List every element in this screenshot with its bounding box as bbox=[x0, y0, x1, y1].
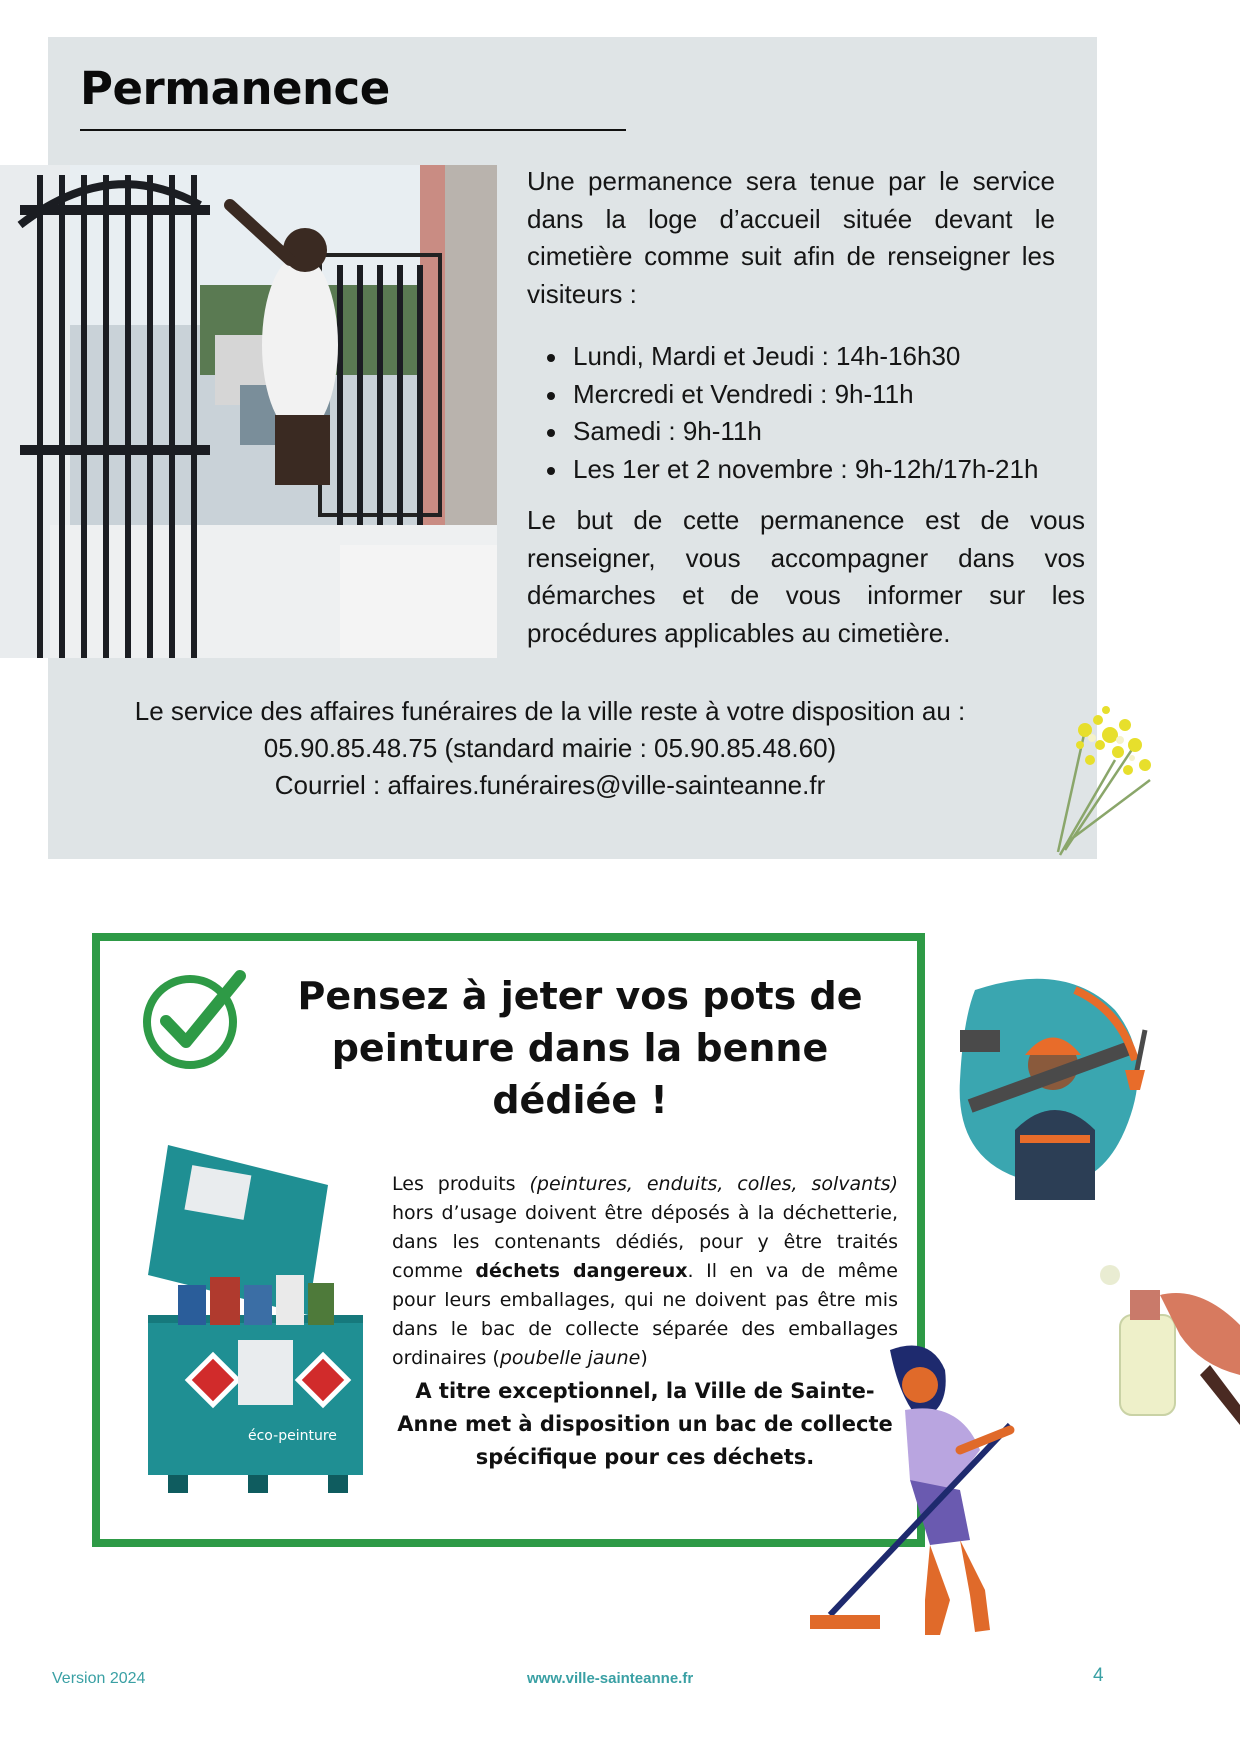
footer-version: Version 2024 bbox=[52, 1670, 146, 1687]
hours-item: Les 1er et 2 novembre : 9h-12h/17h-21h bbox=[527, 451, 1087, 489]
opening-hours-list bbox=[527, 338, 1087, 488]
construction-worker-illustration bbox=[945, 970, 1175, 1200]
sweeping-woman-illustration bbox=[810, 1340, 1070, 1640]
footer-website-link[interactable]: www.ville-sainteanne.fr bbox=[527, 1670, 694, 1687]
bin-brand-label: éco-peinture bbox=[248, 1428, 337, 1444]
check-circle-icon bbox=[140, 966, 250, 1070]
flower-bouquet-icon bbox=[1040, 690, 1160, 860]
hours-item: Mercredi et Vendredi : 9h-11h bbox=[527, 376, 1087, 414]
hours-item: Lundi, Mardi et Jeudi : 14h-16h30 bbox=[527, 338, 1087, 376]
hours-item: Samedi : 9h-11h bbox=[527, 413, 1087, 451]
permanence-goal: Le but de cette permanence est de vous renseigner, vous accompagner dans vos démarches et de vous informer sur les procédures applicables au cimetière. bbox=[527, 505, 1085, 648]
contact-phone: 05.90.85.48.75 (standard mairie : 05.90.85.48.60) bbox=[263, 733, 837, 763]
spray-bottle-illustration bbox=[1090, 1255, 1240, 1435]
paint-collection-bin-image bbox=[128, 1135, 378, 1495]
page-title: Permanence bbox=[80, 62, 390, 115]
page-number: 4 bbox=[1093, 1665, 1104, 1686]
contact-block bbox=[80, 693, 1020, 804]
contact-line: Le service des affaires funéraires de la ville reste à votre disposition au : bbox=[134, 696, 966, 726]
products-paragraph: Les produits (peintures, enduits, colles, solvants) hors d’usage doivent être déposés à la déchetterie, dans les contenants dédiés, pour y être traités comme déchets dangereux. Il en va de même pour leurs emballages, qui ne doivent pas être mis dans le bac de collecte séparée des emballages ordinaires (poubelle jaune) bbox=[392, 1173, 898, 1369]
contact-email: Courriel : affaires.funéraires@ville-sainteanne.fr bbox=[274, 770, 826, 800]
paint-headline: Pensez à jeter vos pots de peinture dans la benne dédiée ! bbox=[297, 974, 863, 1122]
gate-photo bbox=[0, 165, 497, 658]
exception-notice: A titre exceptionnel, la Ville de Sainte-Anne met à disposition un bac de collecte spécifique pour ces déchets. bbox=[397, 1379, 893, 1469]
title-underline bbox=[80, 129, 626, 131]
permanence-intro: Une permanence sera tenue par le service dans la loge d’accueil située devant le cimetière comme suit afin de renseigner les visiteurs : bbox=[527, 166, 1055, 309]
